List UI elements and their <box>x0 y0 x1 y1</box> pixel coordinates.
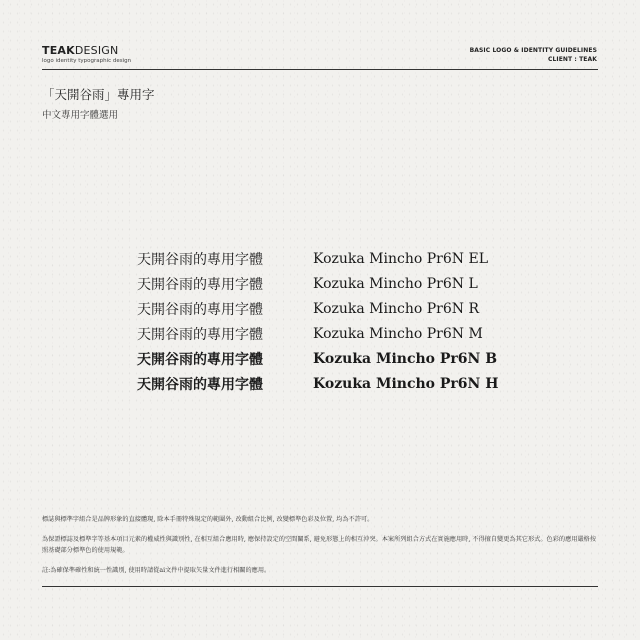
specimen-font-name: Kozuka Mincho Pr6N L <box>313 275 478 292</box>
specimen-row <box>137 346 498 371</box>
font-specimen-list <box>137 246 498 396</box>
specimen-chinese: 天開谷雨的專用字體 <box>137 351 263 368</box>
usage-notes <box>42 514 598 585</box>
brand-name-bold: TEAK <box>42 44 75 57</box>
note-paragraph: 為保證標誌及標準字等基本項目元素的權威性與識別性, 在相互組合應用時, 應保持設定的空間關系, 避免形態上的相互沖突。本案所列組合方式在實施應用時, 不得擅自變更為其它形式。色彩的應用嚴格按照基礎部分標準色的使用規範。 <box>42 536 597 554</box>
brand-logo <box>42 45 131 65</box>
specimen-chinese: 天開谷雨的專用字體 <box>137 301 263 318</box>
brand-tagline: logo identity typographic design <box>42 58 132 64</box>
page-subtitle: 中文專用字體選用 <box>42 110 119 121</box>
note-paragraph: 標誌與標準字組合是品牌形象的直接體現, 除本手冊特殊規定的範圍外, 改動組合比例, 改變標準色彩及位置, 均為不許可。 <box>42 516 374 523</box>
specimen-chinese: 天開谷雨的專用字體 <box>137 276 263 293</box>
client-label: CLIENT : TEAK <box>547 56 597 63</box>
specimen-chinese: 天開谷雨的專用字體 <box>137 376 263 393</box>
specimen-font-name: Kozuka Mincho Pr6N R <box>313 300 480 317</box>
top-divider <box>42 69 598 70</box>
specimen-row <box>137 296 498 321</box>
specimen-font-name: Kozuka Mincho Pr6N EL <box>313 250 488 267</box>
guidelines-label: BASIC LOGO & IDENTITY GUIDELINES <box>469 47 597 54</box>
specimen-row <box>137 246 498 271</box>
bottom-divider <box>42 586 598 587</box>
specimen-row <box>137 321 498 346</box>
specimen-font-name: Kozuka Mincho Pr6N M <box>313 325 483 342</box>
specimen-font-name: Kozuka Mincho Pr6N H <box>313 375 499 392</box>
header-info <box>470 46 597 64</box>
brand-name <box>42 45 131 57</box>
specimen-chinese: 天開谷雨的專用字體 <box>137 326 263 343</box>
specimen-font-name: Kozuka Mincho Pr6N B <box>313 350 498 367</box>
specimen-row <box>137 371 498 396</box>
page-title: 「天開谷雨」專用字 <box>42 87 155 102</box>
brand-name-light: DESIGN <box>74 44 119 57</box>
note-paragraph: 註:為確保準確性和統一性識別, 使用時請從ai文件中提取矢量文件進行相關的應用。 <box>42 567 271 574</box>
specimen-chinese: 天開谷雨的專用字體 <box>137 251 263 268</box>
specimen-row <box>137 271 498 296</box>
